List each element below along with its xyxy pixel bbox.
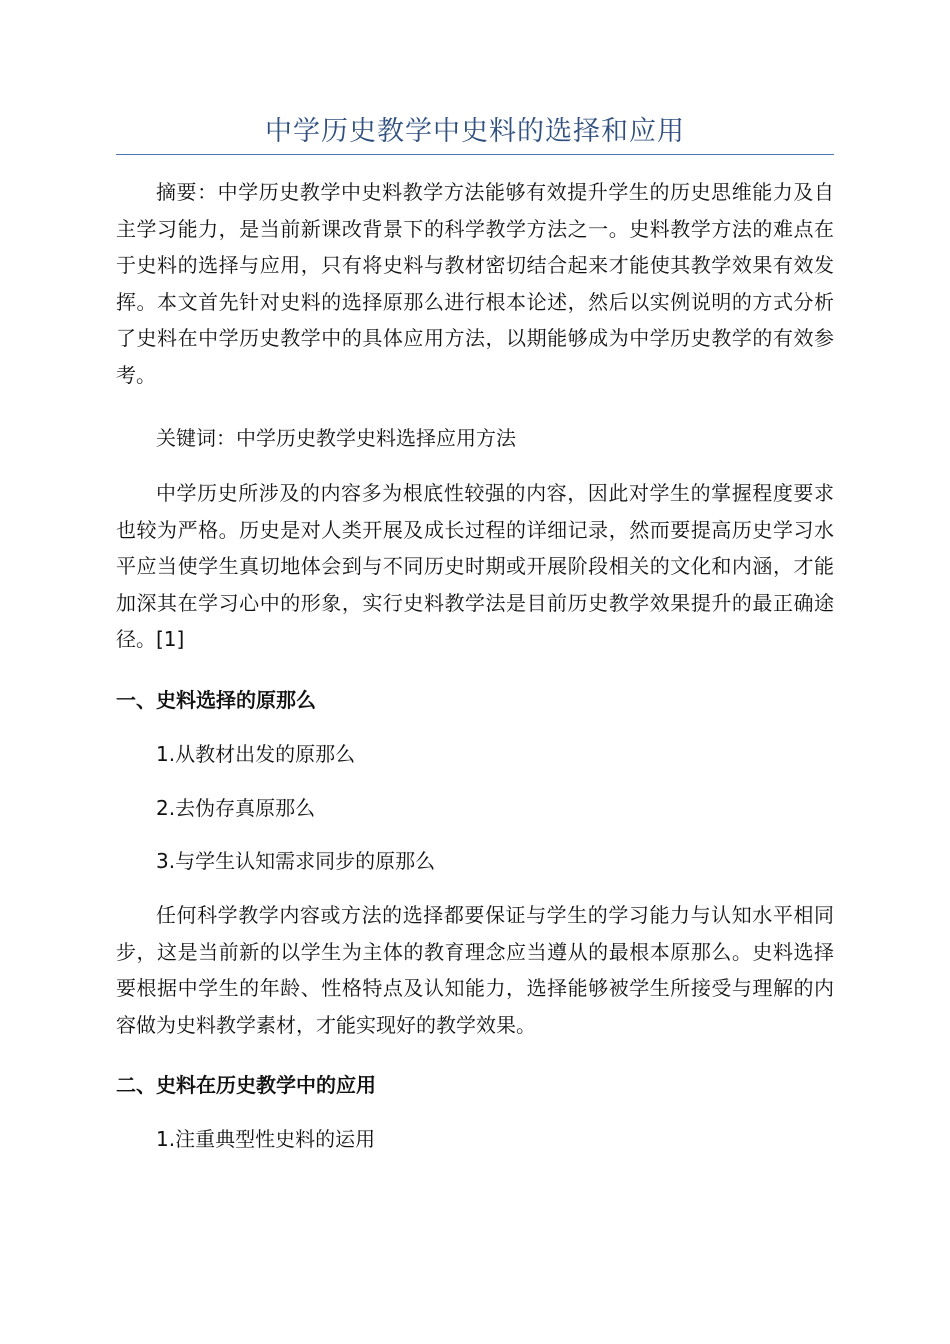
section1-heading: 一、史料选择的原那么 bbox=[116, 688, 316, 712]
section1-item-1: 1.从教材出发的原那么 bbox=[156, 742, 356, 766]
intro-paragraph: 中学历史所涉及的内容多为根底性较强的内容，因此对学生的掌握程度要求也较为严格。历史是对人类开展及成长过程的详细记录，然而要提高历史学习水平应当使学生真切地体会到与不同历史时期或开展阶段相关的文化和内涵，才能加深其在学习心中的形象，实行史料教学法是目前历史教学效果提升的最正确途径。[1] bbox=[116, 481, 834, 651]
section1-paragraph: 任何科学教学内容或方法的选择都要保证与学生的学习能力与认知水平相同步，这是当前新的以学生为主体的教育理念应当遵从的最根本原那么。史料选择要根据中学生的年龄、性格特点及认知能力，选择能够被学生所接受与理解的内容做为史料教学素材，才能实现好的教学效果。 bbox=[116, 903, 834, 1037]
section1-item-2: 2.去伪存真原那么 bbox=[156, 796, 316, 820]
section1-item-3: 3.与学生认知需求同步的原那么 bbox=[156, 849, 436, 873]
title-underline bbox=[116, 154, 834, 155]
document-title: 中学历史教学中史料的选择和应用 bbox=[265, 116, 685, 147]
section2-heading: 二、史料在历史教学中的应用 bbox=[116, 1073, 376, 1097]
keywords-line: 关键词：中学历史教学史料选择应用方法 bbox=[156, 426, 516, 450]
abstract-paragraph: 摘要：中学历史教学中史料教学方法能够有效提升学生的历史思维能力及自主学习能力，是当前新课改背景下的科学教学方法之一。史料教学方法的难点在于史料的选择与应用，只有将史料与教材密切结合起来才能使其教学效果有效发挥。本文首先针对史料的选择原那么进行根本论述，然后以实例说明的方式分析了史料在中学历史教学中的具体应用方法，以期能够成为中学历史教学的有效参考。 bbox=[116, 180, 834, 387]
section2-item-1: 1.注重典型性史料的运用 bbox=[156, 1127, 376, 1151]
